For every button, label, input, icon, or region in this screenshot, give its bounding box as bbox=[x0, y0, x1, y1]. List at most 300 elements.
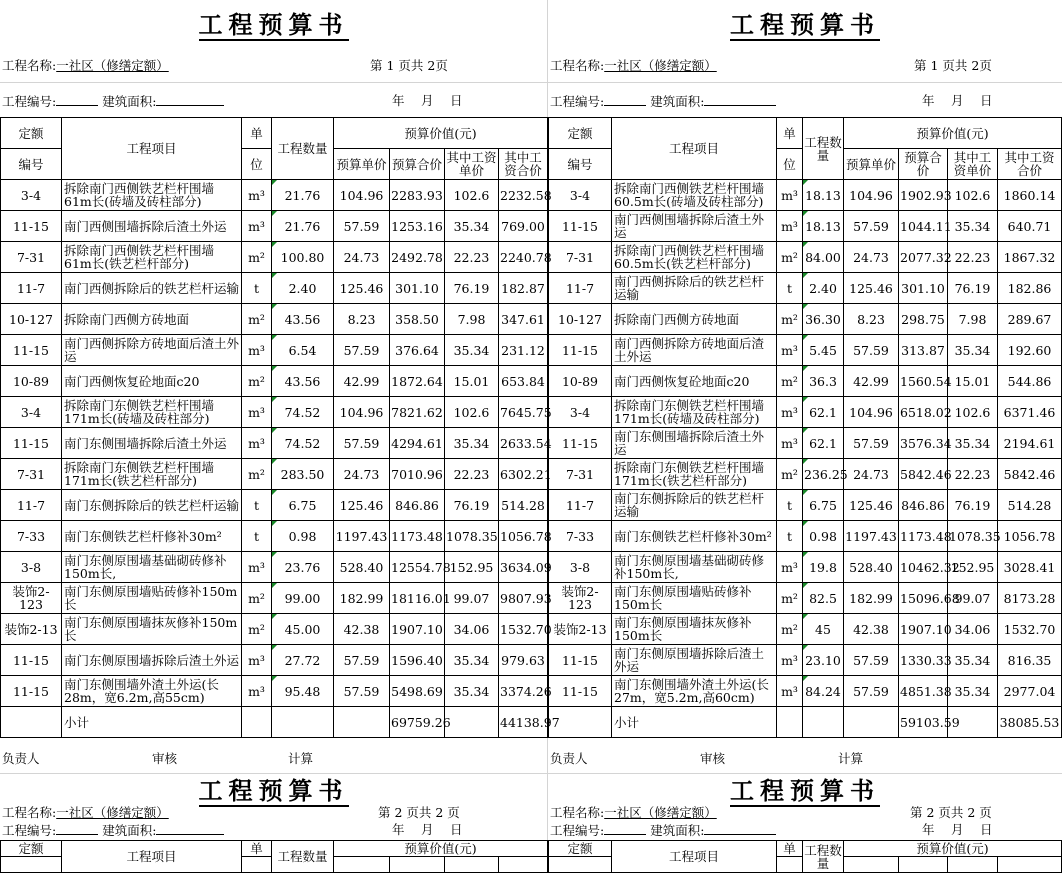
cell-item: 拆除南门西侧铁艺栏杆围墙60.5m长(铁艺栏杆部分) bbox=[612, 242, 777, 273]
budget-table bbox=[0, 117, 560, 738]
header-unit-price: 预算单价 bbox=[844, 149, 899, 180]
cell-item: 南门东侧围墙外渣土外运(长28m，宽6.2m,高55cm) bbox=[62, 676, 242, 707]
cell-unit: m³ bbox=[777, 428, 803, 459]
cell-price: 57.59 bbox=[844, 676, 899, 707]
cell-qty: 236.25 bbox=[803, 459, 844, 490]
cell-price: 57.59 bbox=[334, 428, 390, 459]
table-row bbox=[549, 242, 1062, 273]
cell-item: 南门东侧原围墙基础砌砖修补150m长, bbox=[612, 552, 777, 583]
subtotal-labor-total: 44138.97 bbox=[499, 707, 548, 738]
header-code-2: 编号 bbox=[1, 149, 62, 180]
page-number: 第 1 页共 2页 bbox=[914, 58, 992, 73]
cell-item: 南门东侧原围墙基础砌砖修补150m长, bbox=[62, 552, 242, 583]
cell-qty: 82.5 bbox=[803, 583, 844, 614]
cell-code: 11-7 bbox=[1, 490, 62, 521]
cell-code: 11-15 bbox=[549, 645, 612, 676]
cell-unit: m² bbox=[777, 242, 803, 273]
table-row bbox=[549, 583, 1062, 614]
cell-qty: 100.80 bbox=[272, 242, 334, 273]
cell-qty: 0.98 bbox=[803, 521, 844, 552]
header-code: 定额 bbox=[549, 118, 612, 149]
cell-total: 1044.11 bbox=[899, 211, 948, 242]
cell-unit: m² bbox=[242, 583, 272, 614]
cell-labor: 102.6 bbox=[445, 180, 499, 211]
cell-labor-total: 1056.78 bbox=[499, 521, 548, 552]
cell-price: 528.40 bbox=[844, 552, 899, 583]
cell-labor-total: 979.63 bbox=[499, 645, 548, 676]
cell-total: 2077.32 bbox=[899, 242, 948, 273]
cell-labor-total: 2232.58 bbox=[499, 180, 548, 211]
cell-total: 1902.93 bbox=[899, 180, 948, 211]
cell-unit: t bbox=[777, 490, 803, 521]
cell-price: 182.99 bbox=[844, 583, 899, 614]
cell-labor: 76.19 bbox=[445, 273, 499, 304]
cell-price: 24.73 bbox=[844, 242, 899, 273]
subtotal-label: 小计 bbox=[62, 707, 242, 738]
subtotal-row bbox=[1, 707, 548, 738]
cell-total: 301.10 bbox=[899, 273, 948, 304]
table-row bbox=[549, 490, 1062, 521]
cell-item: 南门西侧拆除方砖地面后渣土外运 bbox=[612, 335, 777, 366]
table-row bbox=[1, 459, 548, 490]
subtotal-row bbox=[549, 707, 1062, 738]
cell-code: 装饰2-123 bbox=[549, 583, 612, 614]
table-row bbox=[1, 335, 548, 366]
cell-qty: 36.3 bbox=[803, 366, 844, 397]
cell-unit: m² bbox=[242, 614, 272, 645]
cell-labor-total: 6371.46 bbox=[998, 397, 1062, 428]
header-budget: 预算价值(元) bbox=[844, 118, 1062, 149]
cell-code: 11-15 bbox=[549, 335, 612, 366]
budget-table-2-header: 定额 工程项目 单 工程数量 预算价值(元) bbox=[0, 840, 548, 873]
header-labor-unit: 其中工资单价 bbox=[948, 149, 998, 180]
cell-labor-total: 816.35 bbox=[998, 645, 1062, 676]
cell-code: 3-4 bbox=[549, 180, 612, 211]
table-row bbox=[1, 521, 548, 552]
subtotal-total: 69759.26 bbox=[390, 707, 445, 738]
cell-unit: m³ bbox=[242, 676, 272, 707]
header-total: 预算合价 bbox=[390, 149, 445, 180]
cell-unit: m² bbox=[242, 366, 272, 397]
cell-code: 装饰2-123 bbox=[1, 583, 62, 614]
cell-unit: m³ bbox=[242, 645, 272, 676]
cell-code: 7-31 bbox=[549, 459, 612, 490]
header-total: 预算合价 bbox=[899, 149, 948, 180]
cell-total: 12554.78 bbox=[390, 552, 445, 583]
cell-qty: 6.75 bbox=[803, 490, 844, 521]
cell-total: 4294.61 bbox=[390, 428, 445, 459]
cell-unit: t bbox=[242, 490, 272, 521]
cell-labor-total: 514.28 bbox=[499, 490, 548, 521]
cell-price: 57.59 bbox=[844, 211, 899, 242]
cell-qty: 19.8 bbox=[803, 552, 844, 583]
header-unit: 单 bbox=[242, 118, 272, 149]
cell-code: 7-31 bbox=[549, 242, 612, 273]
table-row bbox=[549, 645, 1062, 676]
cell-labor-total: 544.86 bbox=[998, 366, 1062, 397]
cell-total: 301.10 bbox=[390, 273, 445, 304]
table-row bbox=[1, 304, 548, 335]
cell-labor-total: 192.60 bbox=[998, 335, 1062, 366]
cell-unit: m² bbox=[242, 459, 272, 490]
cell-price: 57.59 bbox=[334, 676, 390, 707]
cell-labor-total: 769.00 bbox=[499, 211, 548, 242]
budget-table-2-header: 定额 工程项目 单 工程数量 预算价值(元) bbox=[548, 840, 1062, 873]
table-row bbox=[1, 397, 548, 428]
cell-code: 7-33 bbox=[549, 521, 612, 552]
cell-labor: 152.95 bbox=[445, 552, 499, 583]
cell-total: 1596.40 bbox=[390, 645, 445, 676]
cell-item: 南门东侧铁艺栏杆修补30m² bbox=[612, 521, 777, 552]
header-labor-total: 其中工资合价 bbox=[998, 149, 1062, 180]
date-text: 年 月 日 bbox=[922, 93, 993, 108]
table-row bbox=[549, 211, 1062, 242]
cell-labor: 99.07 bbox=[445, 583, 499, 614]
cell-labor: 35.34 bbox=[948, 676, 998, 707]
cell-qty: 0.98 bbox=[272, 521, 334, 552]
cell-total: 1560.54 bbox=[899, 366, 948, 397]
project-number-line: 工程编号: 建筑面积: 年 月 日 bbox=[550, 93, 993, 109]
cell-labor: 35.34 bbox=[948, 335, 998, 366]
cell-item: 拆除南门西侧铁艺栏杆围墙60.5m长(砖墙及砖柱部分) bbox=[612, 180, 777, 211]
cell-price: 57.59 bbox=[334, 335, 390, 366]
cell-price: 57.59 bbox=[844, 428, 899, 459]
cell-labor: 102.6 bbox=[445, 397, 499, 428]
cell-code: 装饰2-13 bbox=[1, 614, 62, 645]
cell-item: 南门西侧围墙拆除后渣土外运 bbox=[62, 211, 242, 242]
cell-qty: 21.76 bbox=[272, 211, 334, 242]
cell-total: 358.50 bbox=[390, 304, 445, 335]
cell-qty: 6.54 bbox=[272, 335, 334, 366]
header-item: 工程项目 bbox=[612, 118, 777, 180]
header-qty: 工程数量 bbox=[803, 118, 844, 180]
cell-labor: 7.98 bbox=[445, 304, 499, 335]
cell-code: 装饰2-13 bbox=[549, 614, 612, 645]
cell-item: 南门东侧拆除后的铁艺栏杆运输 bbox=[62, 490, 242, 521]
cell-total: 6518.02 bbox=[899, 397, 948, 428]
cell-price: 104.96 bbox=[334, 397, 390, 428]
cell-qty: 283.50 bbox=[272, 459, 334, 490]
cell-labor: 35.34 bbox=[445, 335, 499, 366]
cell-labor: 35.34 bbox=[445, 676, 499, 707]
cell-price: 24.73 bbox=[844, 459, 899, 490]
cell-labor: 99.07 bbox=[948, 583, 998, 614]
cell-qty: 36.30 bbox=[803, 304, 844, 335]
header-qty: 工程数量 bbox=[272, 118, 334, 180]
cell-unit: m³ bbox=[777, 211, 803, 242]
cell-labor-total: 1860.14 bbox=[998, 180, 1062, 211]
cell-labor-total: 514.28 bbox=[998, 490, 1062, 521]
cell-code: 11-7 bbox=[1, 273, 62, 304]
cell-item: 拆除南门西侧铁艺栏杆围墙61m长(砖墙及砖柱部分) bbox=[62, 180, 242, 211]
table-row bbox=[1, 490, 548, 521]
cell-item: 拆除南门东侧铁艺栏杆围墙171m长(砖墙及砖柱部分) bbox=[62, 397, 242, 428]
cell-price: 125.46 bbox=[844, 273, 899, 304]
table-row bbox=[549, 459, 1062, 490]
cell-labor: 1078.35 bbox=[948, 521, 998, 552]
cell-unit: m² bbox=[777, 366, 803, 397]
cell-labor-total: 182.87 bbox=[499, 273, 548, 304]
cell-qty: 95.48 bbox=[272, 676, 334, 707]
cell-unit: m² bbox=[777, 583, 803, 614]
cell-qty: 84.24 bbox=[803, 676, 844, 707]
signature-line: 负责人 审核 计算 bbox=[2, 751, 314, 766]
subtotal-labor-total: 38085.53 bbox=[998, 707, 1062, 738]
cell-code: 10-89 bbox=[549, 366, 612, 397]
table-row bbox=[1, 552, 548, 583]
cell-price: 24.73 bbox=[334, 242, 390, 273]
cell-total: 376.64 bbox=[390, 335, 445, 366]
cell-item: 南门东侧围墙拆除后渣土外运 bbox=[62, 428, 242, 459]
cell-total: 846.86 bbox=[390, 490, 445, 521]
table-row bbox=[549, 428, 1062, 459]
cell-code: 11-7 bbox=[549, 273, 612, 304]
cell-item: 南门西侧拆除后的铁艺栏杆运输 bbox=[612, 273, 777, 304]
table-row bbox=[1, 211, 548, 242]
cell-labor-total: 3374.26 bbox=[499, 676, 548, 707]
cell-price: 125.46 bbox=[334, 273, 390, 304]
cell-labor-total: 2240.78 bbox=[499, 242, 548, 273]
cell-labor-total: 182.86 bbox=[998, 273, 1062, 304]
header-unit-2: 位 bbox=[777, 149, 803, 180]
cell-code: 3-4 bbox=[549, 397, 612, 428]
cell-qty: 74.52 bbox=[272, 397, 334, 428]
cell-unit: t bbox=[242, 273, 272, 304]
cell-item: 南门东侧原围墙贴砖修补150m长 bbox=[62, 583, 242, 614]
cell-price: 57.59 bbox=[334, 645, 390, 676]
cell-price: 1197.43 bbox=[334, 521, 390, 552]
project-name-line: 工程名称:一社区（修缮定额） 第 1 页共 2页 bbox=[2, 58, 448, 73]
sheet-title-2: 工程预算书 bbox=[730, 776, 880, 805]
cell-qty: 45 bbox=[803, 614, 844, 645]
table-row bbox=[1, 583, 548, 614]
cell-unit: m³ bbox=[242, 335, 272, 366]
cell-labor: 152.95 bbox=[948, 552, 998, 583]
cell-unit: m³ bbox=[242, 211, 272, 242]
cell-labor: 76.19 bbox=[948, 273, 998, 304]
project-name-line-2: 工程名称:一社区（修缮定额） 第 2 页共 2 页 bbox=[550, 805, 992, 820]
cell-labor: 35.34 bbox=[445, 645, 499, 676]
cell-code: 11-15 bbox=[549, 211, 612, 242]
table-row bbox=[549, 397, 1062, 428]
cell-labor-total: 640.71 bbox=[998, 211, 1062, 242]
cell-item: 拆除南门西侧铁艺栏杆围墙61m长(铁艺栏杆部分) bbox=[62, 242, 242, 273]
cell-labor: 76.19 bbox=[948, 490, 998, 521]
cell-unit: m³ bbox=[777, 676, 803, 707]
cell-unit: m³ bbox=[242, 428, 272, 459]
cell-price: 528.40 bbox=[334, 552, 390, 583]
cell-labor: 15.01 bbox=[445, 366, 499, 397]
cell-labor-total: 2633.54 bbox=[499, 428, 548, 459]
cell-code: 7-31 bbox=[1, 459, 62, 490]
cell-item: 南门东侧原围墙拆除后渣土外运 bbox=[62, 645, 242, 676]
cell-qty: 99.00 bbox=[272, 583, 334, 614]
cell-qty: 21.76 bbox=[272, 180, 334, 211]
table-row bbox=[1, 428, 548, 459]
cell-total: 15096.68 bbox=[899, 583, 948, 614]
cell-item: 南门西侧拆除后的铁艺栏杆运输 bbox=[62, 273, 242, 304]
subtotal-total: 59103.59 bbox=[899, 707, 948, 738]
project-number-line: 工程编号: 建筑面积: 年 月 日 bbox=[2, 93, 463, 109]
cell-price: 24.73 bbox=[334, 459, 390, 490]
cell-total: 2283.93 bbox=[390, 180, 445, 211]
cell-item: 南门东侧原围墙抹灰修补150m长 bbox=[612, 614, 777, 645]
cell-qty: 6.75 bbox=[272, 490, 334, 521]
cell-total: 5842.46 bbox=[899, 459, 948, 490]
cell-total: 1872.64 bbox=[390, 366, 445, 397]
table-row bbox=[549, 366, 1062, 397]
cell-item: 南门东侧围墙拆除后渣土外运 bbox=[612, 428, 777, 459]
cell-qty: 27.72 bbox=[272, 645, 334, 676]
cell-labor-total: 231.12 bbox=[499, 335, 548, 366]
cell-unit: m² bbox=[777, 304, 803, 335]
cell-labor: 22.23 bbox=[948, 242, 998, 273]
table-row bbox=[549, 304, 1062, 335]
cell-total: 1173.48 bbox=[899, 521, 948, 552]
cell-item: 拆除南门东侧铁艺栏杆围墙171m长(铁艺栏杆部分) bbox=[612, 459, 777, 490]
cell-item: 拆除南门西侧方砖地面 bbox=[612, 304, 777, 335]
cell-total: 846.86 bbox=[899, 490, 948, 521]
cell-total: 7821.62 bbox=[390, 397, 445, 428]
cell-labor: 35.34 bbox=[445, 211, 499, 242]
cell-labor: 102.6 bbox=[948, 180, 998, 211]
cell-price: 57.59 bbox=[334, 211, 390, 242]
cell-code: 7-33 bbox=[1, 521, 62, 552]
cell-unit: m³ bbox=[777, 397, 803, 428]
cell-total: 1907.10 bbox=[390, 614, 445, 645]
table-row bbox=[549, 552, 1062, 583]
cell-code: 3-4 bbox=[1, 397, 62, 428]
cell-labor: 22.23 bbox=[445, 459, 499, 490]
table-row bbox=[549, 180, 1062, 211]
signature-line: 负责人 审核 计算 bbox=[550, 751, 864, 766]
project-name-line-2: 工程名称:一社区（修缮定额） 第 2 页共 2 页 bbox=[2, 805, 460, 820]
cell-price: 125.46 bbox=[334, 490, 390, 521]
cell-total: 4851.38 bbox=[899, 676, 948, 707]
cell-labor-total: 289.67 bbox=[998, 304, 1062, 335]
cell-total: 7010.96 bbox=[390, 459, 445, 490]
project-number-line-2: 工程编号: 建筑面积: 年 月 日 bbox=[2, 822, 463, 838]
cell-total: 313.87 bbox=[899, 335, 948, 366]
table-row bbox=[1, 676, 548, 707]
page-number: 第 1 页共 2页 bbox=[370, 58, 448, 73]
cell-code: 11-15 bbox=[1, 676, 62, 707]
cell-code: 7-31 bbox=[1, 242, 62, 273]
sheet-title-2: 工程预算书 bbox=[198, 776, 349, 805]
cell-code: 11-15 bbox=[549, 676, 612, 707]
cell-item: 南门西侧恢复砼地面c20 bbox=[612, 366, 777, 397]
table-row bbox=[549, 614, 1062, 645]
cell-total: 3576.34 bbox=[899, 428, 948, 459]
cell-code: 10-127 bbox=[549, 304, 612, 335]
cell-labor-total: 2194.61 bbox=[998, 428, 1062, 459]
cell-item: 拆除南门东侧铁艺栏杆围墙171m长(铁艺栏杆部分) bbox=[62, 459, 242, 490]
header-item: 工程项目 bbox=[62, 118, 242, 180]
cell-qty: 18.13 bbox=[803, 180, 844, 211]
cell-labor: 102.6 bbox=[948, 397, 998, 428]
cell-labor: 35.34 bbox=[948, 428, 998, 459]
cell-code: 11-15 bbox=[1, 428, 62, 459]
cell-labor-total: 2977.04 bbox=[998, 676, 1062, 707]
sheet-title: 工程预算书 bbox=[198, 10, 349, 39]
cell-labor: 7.98 bbox=[948, 304, 998, 335]
table-row bbox=[549, 521, 1062, 552]
cell-qty: 62.1 bbox=[803, 428, 844, 459]
cell-code: 3-8 bbox=[1, 552, 62, 583]
cell-price: 104.96 bbox=[844, 397, 899, 428]
cell-item: 南门西侧恢复砼地面c20 bbox=[62, 366, 242, 397]
header-budget: 预算价值(元) bbox=[334, 118, 548, 149]
cell-price: 57.59 bbox=[844, 335, 899, 366]
table-row bbox=[549, 335, 1062, 366]
cell-price: 8.23 bbox=[844, 304, 899, 335]
cell-labor-total: 5842.46 bbox=[998, 459, 1062, 490]
cell-price: 104.96 bbox=[844, 180, 899, 211]
cell-qty: 45.00 bbox=[272, 614, 334, 645]
cell-qty: 2.40 bbox=[803, 273, 844, 304]
cell-price: 42.38 bbox=[844, 614, 899, 645]
table-row bbox=[1, 614, 548, 645]
cell-qty: 2.40 bbox=[272, 273, 334, 304]
cell-unit: t bbox=[242, 521, 272, 552]
sheet-right bbox=[548, 0, 1062, 871]
cell-labor-total: 1867.32 bbox=[998, 242, 1062, 273]
table-row bbox=[1, 366, 548, 397]
cell-labor-total: 3028.41 bbox=[998, 552, 1062, 583]
cell-unit: m³ bbox=[777, 552, 803, 583]
cell-labor-total: 3634.09 bbox=[499, 552, 548, 583]
cell-total: 5498.69 bbox=[390, 676, 445, 707]
cell-unit: m² bbox=[242, 242, 272, 273]
cell-item: 南门东侧铁艺栏杆修补30m² bbox=[62, 521, 242, 552]
cell-code: 11-15 bbox=[1, 335, 62, 366]
cell-labor-total: 1056.78 bbox=[998, 521, 1062, 552]
header-unit-2: 位 bbox=[242, 149, 272, 180]
cell-unit: m³ bbox=[777, 335, 803, 366]
cell-code: 10-89 bbox=[1, 366, 62, 397]
cell-qty: 18.13 bbox=[803, 211, 844, 242]
cell-unit: m² bbox=[777, 459, 803, 490]
cell-code: 3-8 bbox=[549, 552, 612, 583]
cell-price: 104.96 bbox=[334, 180, 390, 211]
header-row bbox=[549, 118, 1062, 149]
header-row bbox=[1, 118, 548, 149]
cell-labor-total: 653.84 bbox=[499, 366, 548, 397]
cell-code: 11-15 bbox=[549, 428, 612, 459]
project-name-line: 工程名称:一社区（修缮定额） 第 1 页共 2页 bbox=[550, 58, 992, 73]
cell-unit: t bbox=[777, 521, 803, 552]
cell-qty: 43.56 bbox=[272, 366, 334, 397]
cell-labor-total: 6302.21 bbox=[499, 459, 548, 490]
cell-item: 南门东侧原围墙贴砖修补150m长 bbox=[612, 583, 777, 614]
cell-price: 42.99 bbox=[844, 366, 899, 397]
cell-labor: 34.06 bbox=[445, 614, 499, 645]
cell-labor: 1078.35 bbox=[445, 521, 499, 552]
cell-code: 11-15 bbox=[1, 211, 62, 242]
cell-price: 42.38 bbox=[334, 614, 390, 645]
cell-qty: 5.45 bbox=[803, 335, 844, 366]
cell-labor: 15.01 bbox=[948, 366, 998, 397]
cell-item: 南门东侧拆除后的铁艺栏杆运输 bbox=[612, 490, 777, 521]
cell-qty: 43.56 bbox=[272, 304, 334, 335]
cell-price: 125.46 bbox=[844, 490, 899, 521]
header-unit-price: 预算单价 bbox=[334, 149, 390, 180]
cell-code: 11-15 bbox=[1, 645, 62, 676]
cell-unit: m³ bbox=[242, 552, 272, 583]
cell-labor-total: 8173.28 bbox=[998, 583, 1062, 614]
table-row bbox=[1, 242, 548, 273]
cell-total: 1253.16 bbox=[390, 211, 445, 242]
